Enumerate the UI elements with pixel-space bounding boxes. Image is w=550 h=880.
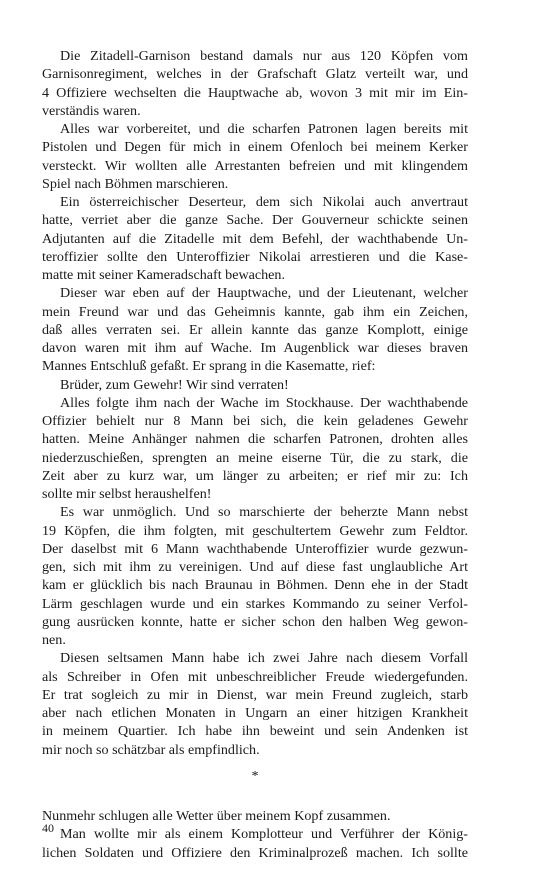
text-line: Zeit aber zu kurz war, um länger zu arbeiten; er rief mir zu: Ich — [42, 467, 468, 484]
text-line: hatten. Meine Anhänger nahmen die scharfen Patronen, drohten alles — [42, 431, 468, 448]
text-section-before-break — [42, 47, 468, 759]
text-line: verständis waren. — [42, 102, 141, 119]
text-line: Garnisonregiment, welches in der Grafschaft Glatz verteilt war, und — [42, 66, 468, 83]
text-line: nen. — [42, 632, 66, 648]
text-line: sollte mir selbst heraushelfen! — [42, 486, 212, 502]
text-line: Mannes Entschluß gefaßt. Er sprang in die Kasematte, rief: — [42, 358, 376, 375]
text-line: Adjutanten auf die Zitadelle mit dem Befehl, der wachthabende Un- — [42, 230, 468, 247]
text-line: Es war unmöglich. Und so marschierte der beherzte Mann nebst — [60, 504, 468, 521]
spacer — [42, 785, 468, 807]
page-body — [42, 47, 468, 862]
text-line: Ein österreichischer Deserteur, dem sich Nikolai auch anvertraut — [60, 194, 468, 210]
text-line: aber nach etlichen Monaten in Ungarn an einer hitzigen Krankheit — [42, 705, 468, 721]
text-line: als Schreiber in Ofen mit unbeschreiblicher Freude wiedergefunden. — [42, 668, 468, 685]
page-number: 40 — [42, 821, 54, 835]
text-section-after-break — [42, 807, 468, 862]
text-line: 4 Offiziere wechselten die Hauptwache ab, wovon 3 mit mir im Ein- — [42, 84, 468, 101]
text-line: lichen Soldaten und Offiziere den Kriminalprozeß machen. Ich sollte — [42, 844, 468, 861]
text-line: mein Freund war und das Geheimnis kannte, gab ihm ein Zeichen, — [42, 303, 468, 320]
text-line: hatte, verriet aber die ganze Sache. Der Gouverneur schickte seinen — [42, 212, 468, 229]
text-line: Pistolen und Degen für mich in einem Ofenloch bei meinem Kerker — [42, 139, 468, 156]
text-line: Dieser war eben auf der Hauptwache, und der Lieutenant, welcher — [60, 285, 468, 302]
text-line: Alles folgte ihm nach der Wache im Stockhause. Der wachthabende — [60, 394, 468, 411]
text-line: davon waren mit ihm auf Wache. Im Augenblick war dieses braven — [42, 340, 468, 356]
text-line: Spiel nach Böhmen marschieren. — [42, 175, 229, 192]
text-line: 19 Köpfen, die ihm folgten, mit geschultertem Gewehr zum Feldtor. — [42, 522, 468, 539]
text-line: Der daselbst mit 6 Mann wachthabende Unteroffizier wurde gezwun- — [42, 540, 468, 557]
text-line: kam er glücklich bis nach Braunau in Böhmen. Denn ehe in der Stadt — [42, 577, 468, 594]
text-line: Lärm geschlagen wurde und ein starkes Kommando zu seiner Verfol- — [42, 595, 468, 612]
text-line: teroffizier sollte den Unteroffizier Nikolai arrestieren und die Kase- — [42, 248, 468, 265]
section-separator: * — [251, 767, 259, 784]
text-line: in meinem Quartier. Ich habe ihn beweint und sein Andenken ist — [42, 723, 468, 740]
text-line: Brüder, zum Gewehr! Wir sind verraten! — [60, 376, 289, 393]
text-line: gen, sich mit ihm zu vereinigen. Und auf diese fast unglaubliche Art — [42, 559, 468, 575]
spacer — [42, 759, 468, 767]
text-line: Nunmehr schlugen alle Wetter über meinem Kopf zusammen. — [42, 808, 391, 824]
text-line: Man wollte mir als einem Komplotteur und Verführer der König- — [60, 826, 468, 843]
text-line: Diesen seltsamen Mann habe ich zwei Jahre nach diesem Vorfall — [60, 650, 468, 667]
text-line: mir noch so schätzbar als empfindlich. — [42, 741, 260, 758]
text-line: matte mit seiner Kameradschaft bewachen. — [42, 267, 286, 283]
text-line: Alles war vorbereitet, und die scharfen Patronen lagen bereits mit — [60, 121, 468, 137]
text-line: Er trat sogleich zu mir in Dienst, war mein Freund zugleich, starb — [42, 686, 468, 703]
text-line: Die Zitadell-Garnison bestand damals nur aus 120 Köpfen vom — [60, 48, 468, 64]
text-line: daß alles verraten sei. Er allein kannte das ganze Komplott, einige — [42, 321, 468, 338]
text-line: niederzuschießen, sprengten an meine eiserne Tür, die zu stark, die — [42, 449, 468, 466]
text-line: versteckt. Wir wollten alle Arrestanten befreien und mit klingendem — [42, 157, 468, 174]
text-line: Offizier behielt nur 8 Mann bei sich, die kein geladenes Gewehr — [42, 413, 468, 429]
text-line: gung ausrücken konnte, hatte er sicher schon den halben Weg gewon- — [42, 613, 468, 630]
